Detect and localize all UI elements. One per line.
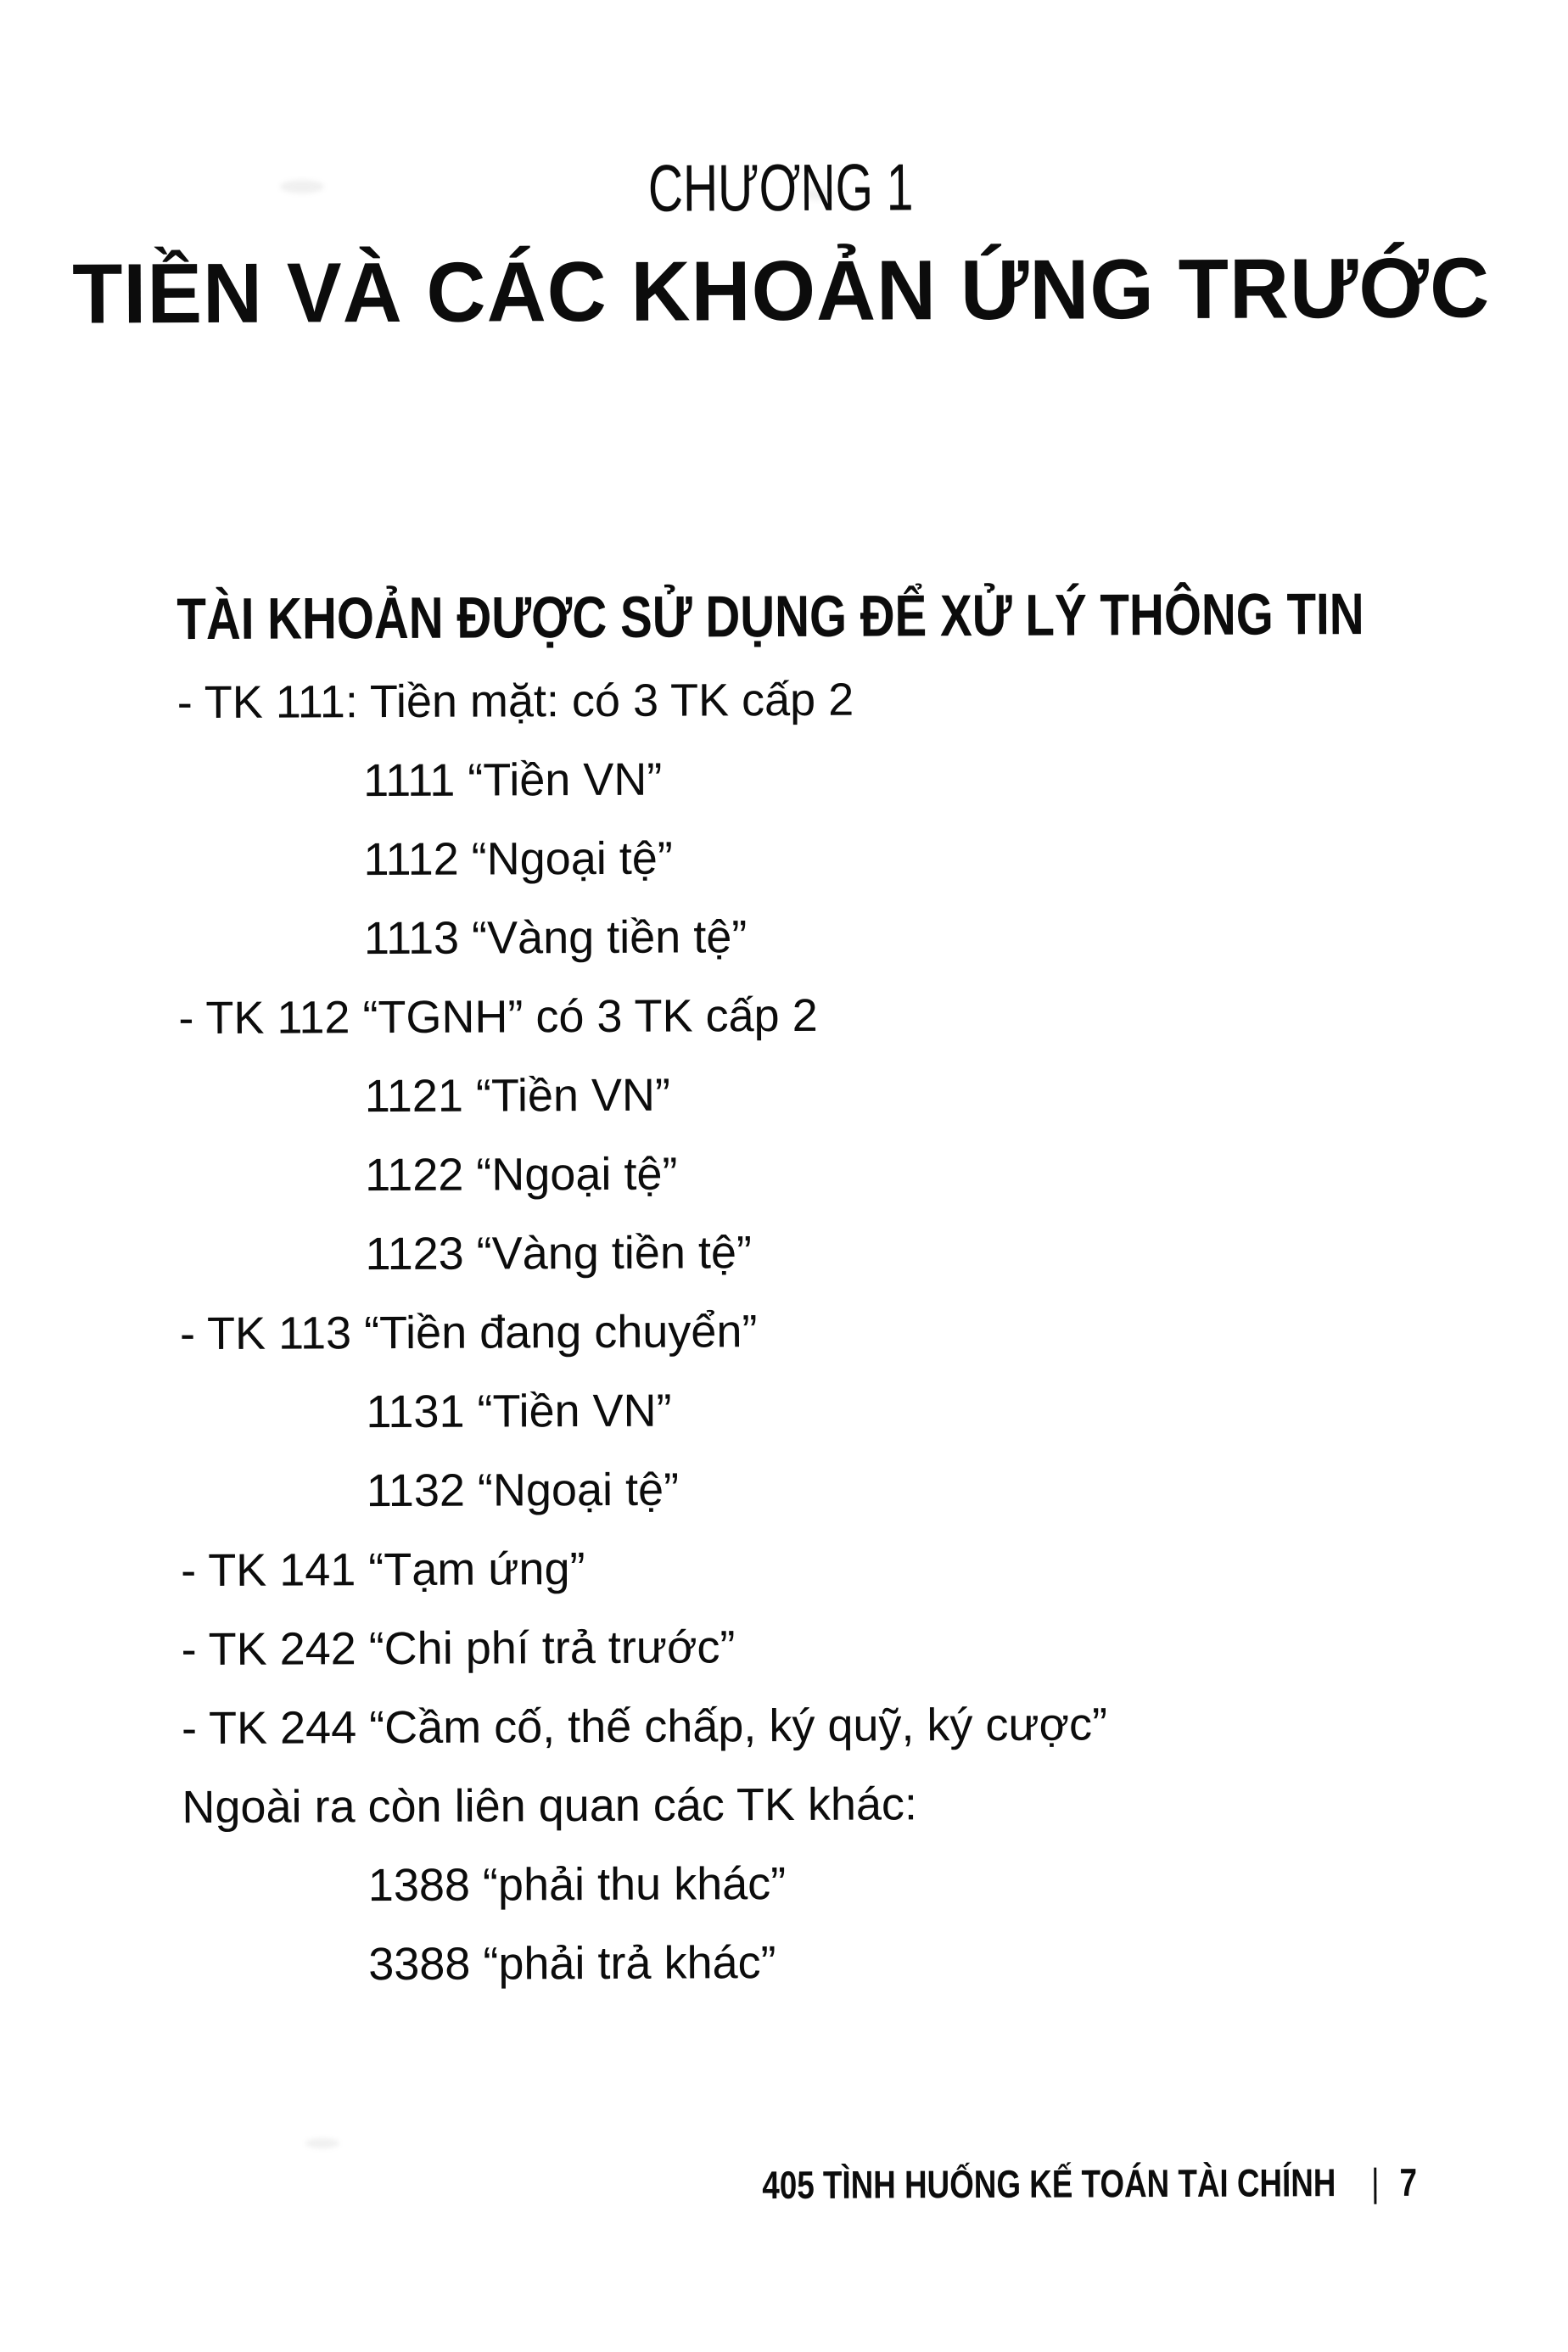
account-line: 1131 “Tiền VN”	[366, 1385, 672, 1438]
footer-separator: |	[1371, 2159, 1380, 2204]
account-line: - TK 113 “Tiền đang chuyển”	[179, 1306, 758, 1360]
page-footer	[762, 2159, 1418, 2208]
account-line: 1123 “Vàng tiền tệ”	[365, 1227, 753, 1280]
account-line: 1122 “Ngoại tệ”	[365, 1148, 678, 1201]
chapter-title: TIỀN VÀ CÁC KHOẢN ỨNG TRƯỚC	[71, 240, 1491, 342]
account-line: Ngoài ra còn liên quan các TK khác:	[182, 1778, 918, 1833]
footer-book-title: 405 TÌNH HUỐNG KẾ TOÁN TÀI CHÍNH	[762, 2160, 1336, 2208]
account-list	[177, 658, 1568, 2005]
account-line: 1113 “Vàng tiền tệ”	[363, 911, 748, 965]
footer-page-number: 7	[1399, 2159, 1418, 2204]
account-line: - TK 111: Tiền mặt: có 3 TK cấp 2	[176, 674, 854, 729]
account-line: - TK 244 “Cầm cố, thế chấp, ký quỹ, ký cược”	[181, 1699, 1108, 1754]
account-line: 1111 “Tiền VN”	[363, 753, 663, 807]
chapter-number-label: CHƯƠNG 1	[647, 149, 914, 226]
account-line: 1112 “Ngoại tệ”	[363, 832, 673, 886]
account-line: - TK 242 “Chi phí trả trước”	[181, 1621, 736, 1675]
account-line: 1132 “Ngoại tệ”	[366, 1464, 680, 1517]
account-line: - TK 112 “TGNH” có 3 TK cấp 2	[178, 989, 818, 1044]
account-line: - TK 141 “Tạm ứng”	[181, 1543, 585, 1596]
account-line: 3388 “phải trả khác”	[368, 1936, 776, 1991]
section-heading: TÀI KHOẢN ĐƯỢC SỬ DỤNG ĐỂ XỬ LÝ THÔNG TIN	[176, 581, 1364, 652]
account-line: 1388 “phải thu khác”	[367, 1857, 787, 1912]
account-line: 1121 “Tiền VN”	[364, 1069, 671, 1123]
